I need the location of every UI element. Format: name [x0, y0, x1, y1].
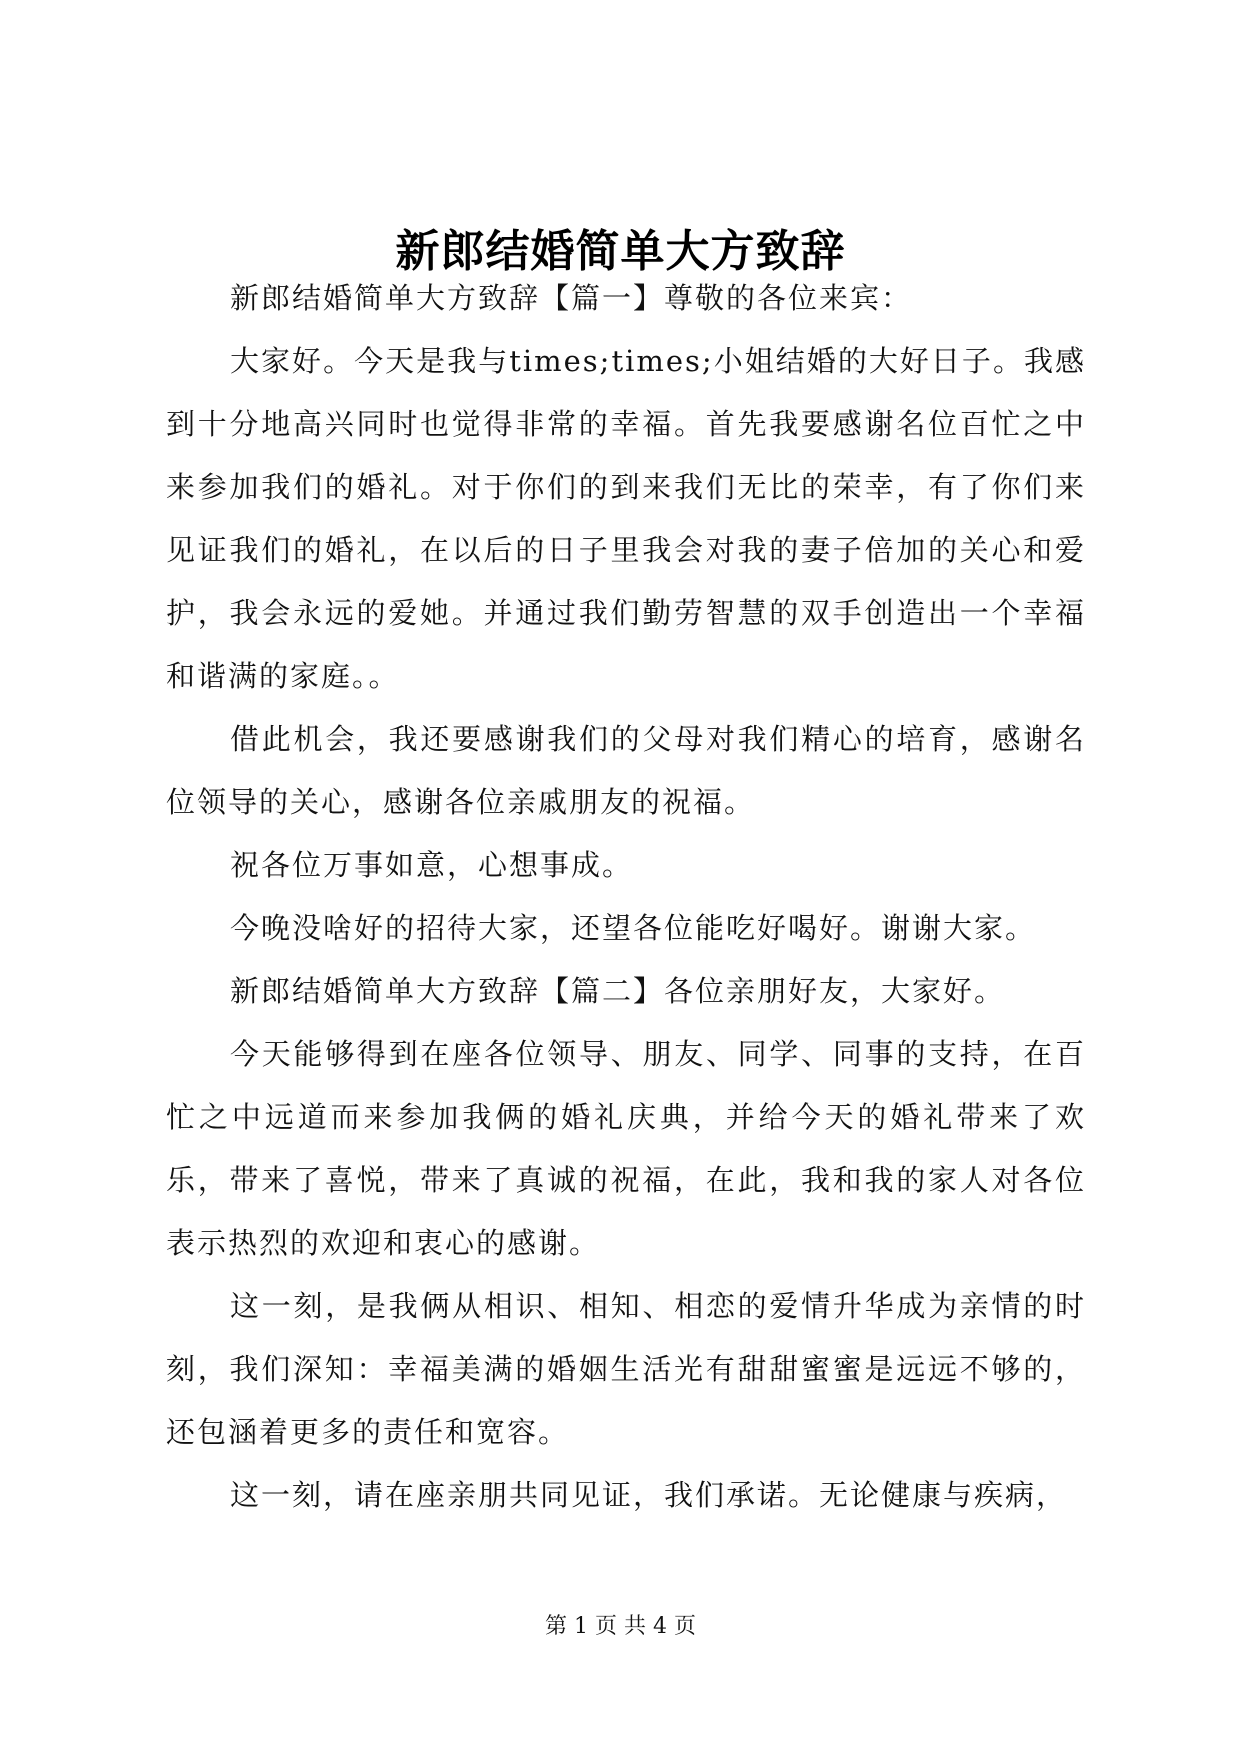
paragraph-8: 这一刻，是我俩从相识、相知、相恋的爱情升华成为亲情的时刻，我们深知：幸福美满的婚姻生活光有甜甜蜜蜜是远远不够的，还包涵着更多的责任和宽容。	[166, 1289, 1086, 1449]
paragraph-6: 新郎结婚简单大方致辞【篇二】各位亲朋好友，大家好。	[230, 974, 1006, 1008]
document-body	[166, 267, 1086, 1527]
page-footer: 第 1 页 共 4 页	[545, 1614, 696, 1639]
paragraph-9: 这一刻，请在座亲朋共同见证，我们承诺。无论健康与疾病，	[230, 1478, 1068, 1512]
paragraph-4: 祝各位万事如意，心想事成。	[230, 848, 634, 882]
paragraph-5: 今晚没啥好的招待大家，还望各位能吃好喝好。谢谢大家。	[230, 911, 1037, 945]
paragraph-2: 大家好。今天是我与times;times;小姐结婚的大好日子。我感到十分地高兴同时也觉得非常的幸福。首先我要感谢名位百忙之中来参加我们的婚礼。对于你们的到来我们无比的荣幸，有了你们来见证我们的婚礼，在以后的日子里我会对我的妻子倍加的关心和爱护，我会永远的爱她。并通过我们勤劳智慧的双手创造出一个幸福和谐满的家庭。。	[166, 344, 1086, 693]
paragraph-7: 今天能够得到在座各位领导、朋友、同学、同事的支持，在百忙之中远道而来参加我俩的婚礼庆典，并给今天的婚礼带来了欢乐，带来了喜悦，带来了真诚的祝福，在此，我和我的家人对各位表示热烈的欢迎和衷心的感谢。	[166, 1037, 1086, 1260]
document-title: 新郎结婚简单大方致辞	[395, 226, 846, 277]
paragraph-1: 新郎结婚简单大方致辞【篇一】尊敬的各位来宾：	[230, 281, 913, 315]
paragraph-3: 借此机会，我还要感谢我们的父母对我们精心的培育，感谢名位领导的关心，感谢各位亲戚朋友的祝福。	[166, 722, 1086, 819]
